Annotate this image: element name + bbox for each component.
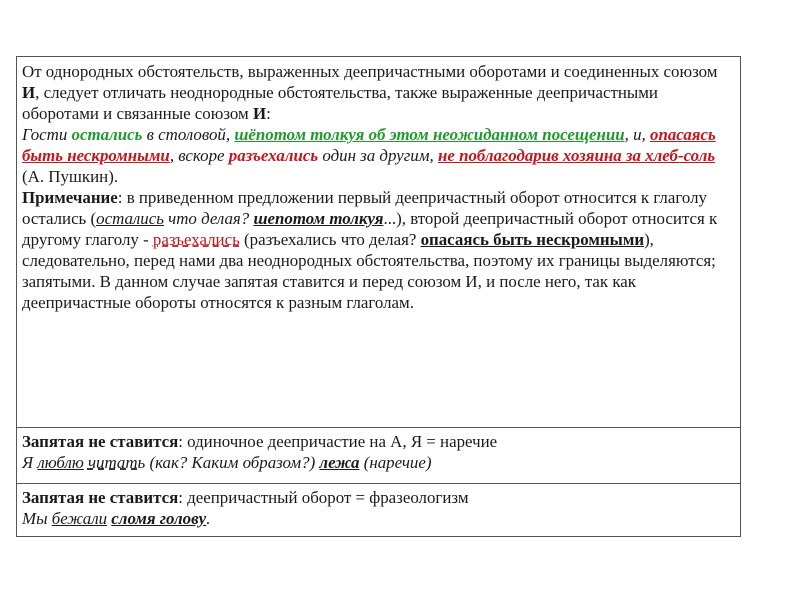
colon: : [266,104,271,123]
rule-block-single-participle [17,428,740,484]
rules-table [16,56,741,537]
note-label: Примечание [22,188,118,207]
example-verb-razekhalis: разъехались [228,146,319,165]
example-participle-phrase-2: опасаясь быть нескромными [22,125,716,165]
example-verb-ostalis: остались [71,125,143,144]
example-participle-phrase-1: шёпотом толкуя об этом неожиданном посещении [234,125,625,144]
example-note: (наречие) [359,453,432,472]
example-word: , вскоре [169,146,229,165]
example-author: (А. Пушкин). [22,167,119,186]
intro-text: От однородных обстоятельств, выраженных деепричастными оборотами и соединенных союзом [22,62,718,81]
rule-block-idiom [17,484,740,536]
note-phrase-2: опасаясь быть нескромными [420,230,645,249]
rule-block-homogeneous [17,57,740,428]
note-question: что делая? [163,209,254,228]
note-text: : в приведенном предложении первый деепричастный оборот относится к глаголу остались ( [22,188,707,228]
example-idiom: сломя голову [111,509,207,528]
example-participle-phrase-3: не поблагодарив хозяина за хлеб-соль [437,146,716,165]
rule-label: Запятая не ставится [22,432,179,451]
note-text: (разъехались что делая? [239,230,421,249]
example-word: , и, [624,125,650,144]
rule-text: : одиночное деепричастие на А, Я = наречие [178,432,498,451]
example-infinitive: читат [87,453,138,472]
example-verb: люблю [37,453,84,472]
example-word: Мы [22,509,52,528]
conjunction-i: И [22,83,36,102]
note-verb-ostalis: остались [96,209,164,228]
example-word: Я [22,453,38,472]
example-word: в столовой, [142,125,235,144]
example-word: один за другим, [318,146,438,165]
note-verb-razekhalis: разъехались [152,230,240,249]
rule-label: Запятая не ставится [22,488,179,507]
note-text: ...), второй деепричастный оборот относится к другому глаголу - [22,209,718,249]
conjunction-i-2: И [252,104,267,123]
rule-text: : деепричастный оборот = фразеологизм [178,488,469,507]
intro-text-cont: , следует отличать неоднородные обстоятельства, также выраженные деепричастными оборотами и связанные союзом [22,83,658,123]
note-phrase-1: шепотом толкуя [253,209,384,228]
example-adverb: лежа [319,453,360,472]
example-period: . [206,509,211,528]
example-verb: бежали [51,509,108,528]
note-text: ), следовательно, перед нами два неоднородных обстоятельства, поэтому их границы выделяются; запятыми. В данном случае запятая ставится и перед союзом И, и после него, так как деепричастные обороты относятся к разным глаголам. [22,230,716,312]
example-word: Гости [22,125,72,144]
example-question: ь (как? Каким образом?) [137,453,320,472]
